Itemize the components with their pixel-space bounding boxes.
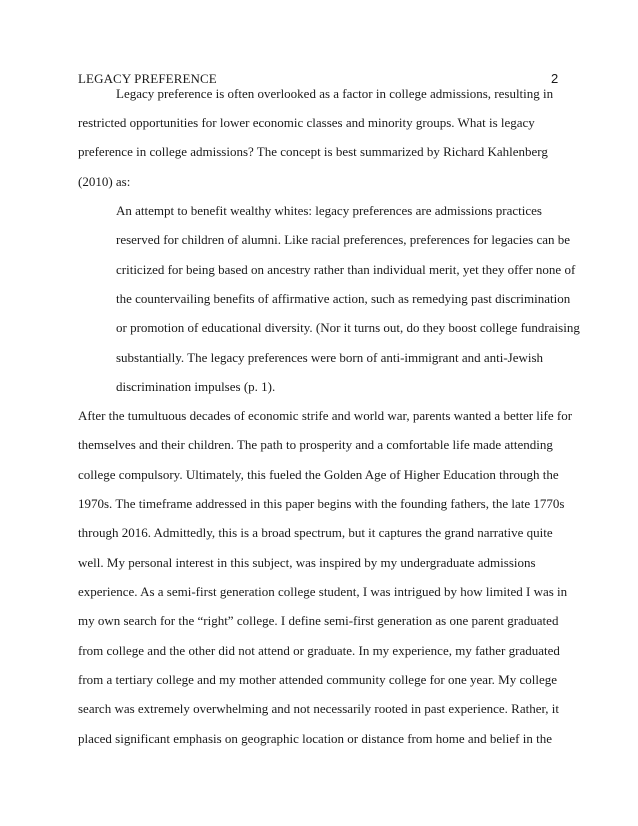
block-quote-line: or promotion of educational diversity. (Nor it turns out, do they boost college fundraising: [116, 320, 580, 335]
page-number: 2: [551, 71, 559, 86]
paragraph-line: through 2016. Admittedly, this is a broad spectrum, but it captures the grand narrative quite: [78, 525, 553, 540]
running-head: LEGACY PREFERENCE: [78, 71, 217, 86]
block-quote-line: An attempt to benefit wealthy whites: legacy preferences are admissions practices: [116, 203, 542, 218]
paragraph-line: preference in college admissions? The concept is best summarized by Richard Kahlenberg: [78, 144, 548, 159]
paragraph-line: 1970s. The timeframe addressed in this paper begins with the founding fathers, the late 1770s: [78, 496, 565, 511]
paragraph-line: well. My personal interest in this subject, was inspired by my undergraduate admissions: [78, 555, 536, 570]
paragraph-line: After the tumultuous decades of economic strife and world war, parents wanted a better life for: [78, 408, 573, 423]
paragraph-line: (2010) as:: [78, 174, 131, 189]
paragraph-line: from college and the other did not attend or graduate. In my experience, my father graduated: [78, 643, 560, 658]
paragraph-line: Legacy preference is often overlooked as a factor in college admissions, resulting in: [116, 86, 554, 101]
paragraph-line: experience. As a semi-first generation college student, I was intrigued by how limited I was in: [78, 584, 568, 599]
block-quote-line: the countervailing benefits of affirmative action, such as remedying past discrimination: [116, 291, 571, 306]
paragraph-line: from a tertiary college and my mother attended community college for one year. My college: [78, 672, 558, 687]
paragraph-line: placed significant emphasis on geographic location or distance from home and belief in the: [78, 731, 552, 746]
paragraph-line: search was extremely overwhelming and not necessarily rooted in past experience. Rather, it: [78, 701, 560, 716]
block-quote-line: substantially. The legacy preferences were born of anti-immigrant and anti-Jewish: [116, 350, 544, 365]
paragraph-line: my own search for the “right” college. I define semi-first generation as one parent graduated: [78, 613, 559, 628]
block-quote-line: reserved for children of alumni. Like racial preferences, preferences for legacies can be: [116, 232, 571, 247]
block-quote-line: criticized for being based on ancestry rather than individual merit, yet they offer none of: [116, 262, 576, 277]
paragraph-line: restricted opportunities for lower economic classes and minority groups. What is legacy: [78, 115, 535, 130]
block-quote-line: discrimination impulses (p. 1).: [116, 379, 276, 394]
paragraph-line: themselves and their children. The path to prosperity and a comfortable life made attending: [78, 437, 553, 452]
paragraph-line: college compulsory. Ultimately, this fueled the Golden Age of Higher Education through the: [78, 467, 559, 482]
